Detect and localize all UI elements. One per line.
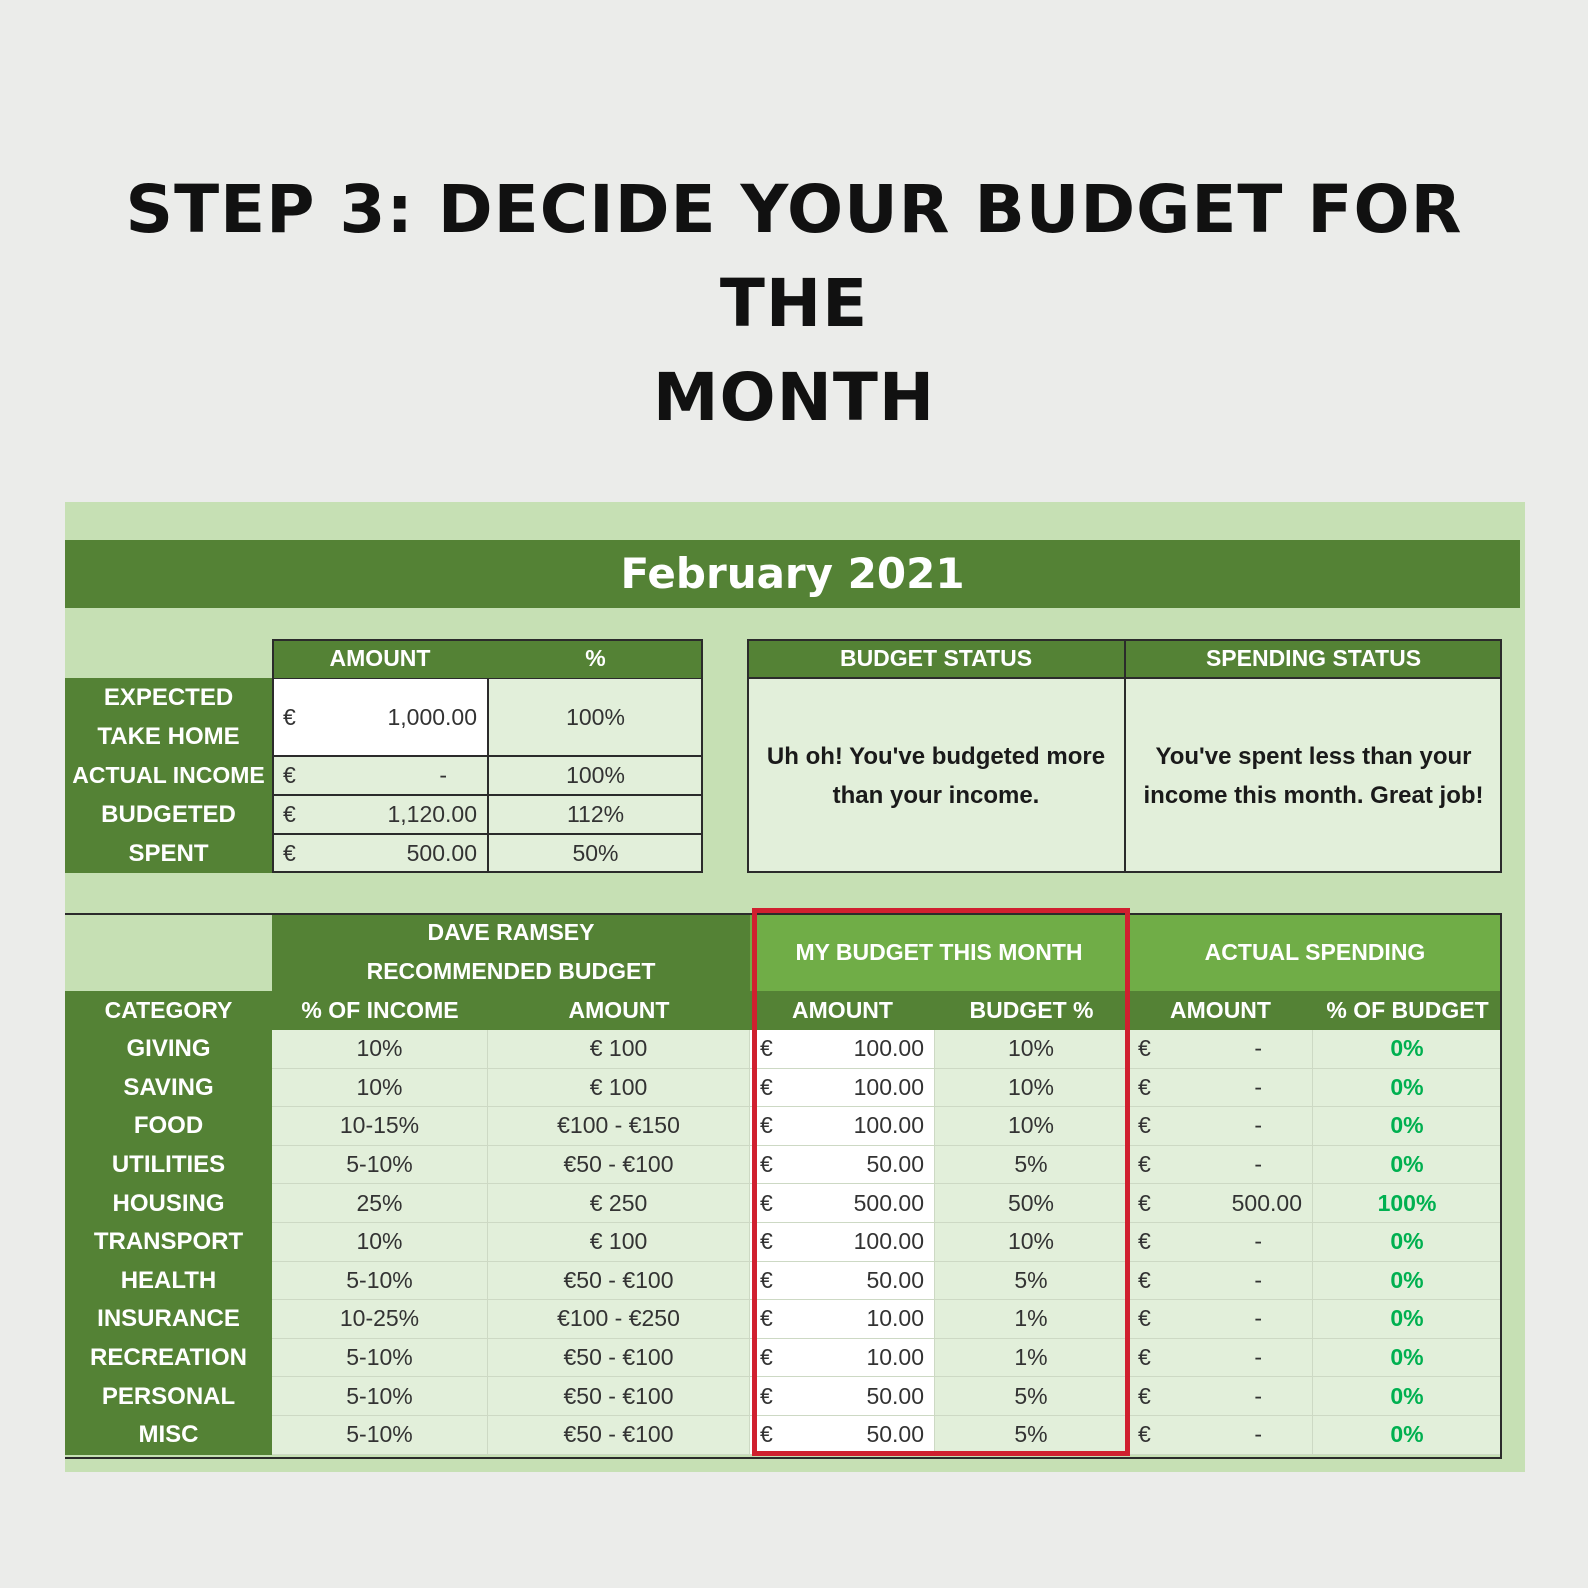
row-rec-amount: €50 - €100 (488, 1146, 750, 1185)
currency-symbol: € (760, 1344, 773, 1371)
row-pct-income: 5-10% (272, 1377, 488, 1416)
currency-symbol: € (760, 1112, 773, 1139)
column-header-pct-income: % OF INCOME (272, 991, 488, 1030)
row-actual-amount (1128, 1107, 1313, 1146)
row-category: GIVING (65, 1030, 272, 1069)
row-actual-amount (1128, 1262, 1313, 1301)
currency-symbol: € (1138, 1305, 1151, 1332)
row-actual-amount (1128, 1069, 1313, 1108)
column-header-my-amount: AMOUNT (750, 991, 935, 1030)
summary-spent-pct: 50% (488, 834, 703, 873)
row-pct-income: 25% (272, 1184, 488, 1223)
row-pct-income: 10% (272, 1069, 488, 1108)
row-budget-pct: 10% (935, 1030, 1128, 1069)
summary-label-expected-line-1: EXPECTED (103, 684, 234, 711)
summary-spent-amount-cell (272, 834, 488, 873)
row-rec-amount: € 100 (488, 1223, 750, 1262)
currency-symbol: € (760, 1035, 773, 1062)
row-budget-pct: 5% (935, 1146, 1128, 1185)
currency-symbol: € (760, 1266, 773, 1293)
row-pct-budget: 0% (1313, 1069, 1502, 1108)
summary-budgeted-amount: 1,120.00 (387, 801, 477, 827)
row-actual-amount (1128, 1223, 1313, 1262)
currency-symbol: € (1138, 1035, 1151, 1062)
currency-symbol: € (283, 801, 296, 827)
row-category: INSURANCE (65, 1300, 272, 1339)
row-my-amount[interactable] (750, 1262, 935, 1301)
currency-symbol: € (283, 703, 296, 730)
summary-actual-amount-cell (272, 756, 488, 795)
summary-label-budgeted: BUDGETED (65, 795, 272, 834)
row-category: SAVING (65, 1069, 272, 1108)
currency-symbol: € (1138, 1073, 1151, 1100)
row-my-amount[interactable] (750, 1146, 935, 1185)
row-pct-budget: 0% (1313, 1107, 1502, 1146)
row-actual-amount-value: 500.00 (1231, 1189, 1302, 1216)
month-title-banner: February 2021 (65, 540, 1520, 608)
row-rec-amount: € 100 (488, 1030, 750, 1069)
row-category: HEALTH (65, 1262, 272, 1301)
row-category: TRANSPORT (65, 1223, 272, 1262)
column-header-rec-amount: AMOUNT (488, 991, 750, 1030)
row-pct-budget: 0% (1313, 1223, 1502, 1262)
row-pct-budget: 0% (1313, 1377, 1502, 1416)
row-pct-income: 5-10% (272, 1262, 488, 1301)
row-my-amount[interactable] (750, 1416, 935, 1455)
page-heading-line-1: STEP 3: DECIDE YOUR BUDGET FOR THE (125, 171, 1463, 342)
row-category: MISC (65, 1416, 272, 1455)
currency-symbol: € (760, 1305, 773, 1332)
row-actual-amount (1128, 1184, 1313, 1223)
row-budget-pct: 10% (935, 1223, 1128, 1262)
row-pct-income: 5-10% (272, 1416, 488, 1455)
row-pct-income: 10% (272, 1223, 488, 1262)
row-rec-amount: €50 - €100 (488, 1339, 750, 1378)
currency-symbol: € (283, 762, 296, 788)
currency-symbol: € (1138, 1228, 1151, 1255)
summary-header-percent: % (488, 639, 703, 678)
row-my-amount[interactable] (750, 1300, 935, 1339)
row-pct-budget: 0% (1313, 1030, 1502, 1069)
row-budget-pct: 5% (935, 1416, 1128, 1455)
row-actual-amount (1128, 1416, 1313, 1455)
currency-symbol: € (760, 1228, 773, 1255)
row-actual-amount-value: - (1254, 1035, 1262, 1062)
summary-label-expected-line-2: TAKE HOME (97, 723, 240, 750)
currency-symbol: € (760, 1382, 773, 1409)
summary-expected-amount: 1,000.00 (387, 703, 477, 730)
row-my-amount[interactable] (750, 1339, 935, 1378)
row-actual-amount (1128, 1300, 1313, 1339)
column-header-budget-pct: BUDGET % (935, 991, 1128, 1030)
budget-status-message: Uh oh! You've budgeted more than your income. (747, 678, 1125, 873)
page-heading (60, 163, 1528, 445)
summary-expected-pct: 100% (488, 678, 703, 756)
row-my-amount-value: 50.00 (866, 1266, 924, 1293)
row-rec-amount: €50 - €100 (488, 1416, 750, 1455)
row-my-amount-value: 10.00 (866, 1344, 924, 1371)
actual-spending-group-header: ACTUAL SPENDING (1128, 913, 1502, 991)
row-pct-budget: 0% (1313, 1146, 1502, 1185)
row-category: HOUSING (65, 1184, 272, 1223)
row-my-amount-value: 10.00 (866, 1305, 924, 1332)
row-my-amount-value: 50.00 (866, 1382, 924, 1409)
row-budget-pct: 10% (935, 1069, 1128, 1108)
currency-symbol: € (760, 1421, 773, 1448)
row-my-amount-value: 50.00 (866, 1151, 924, 1178)
currency-symbol: € (1138, 1344, 1151, 1371)
row-my-amount-value: 100.00 (853, 1228, 924, 1255)
my-budget-group-header: MY BUDGET THIS MONTH (750, 913, 1128, 991)
currency-symbol: € (1138, 1151, 1151, 1178)
spending-status-message: You've spent less than your income this month. Great job! (1125, 678, 1502, 873)
row-my-amount[interactable] (750, 1030, 935, 1069)
row-rec-amount: €50 - €100 (488, 1262, 750, 1301)
row-budget-pct: 1% (935, 1339, 1128, 1378)
column-header-actual-amount: AMOUNT (1128, 991, 1313, 1030)
currency-symbol: € (760, 1073, 773, 1100)
row-pct-income: 5-10% (272, 1339, 488, 1378)
row-actual-amount-value: - (1254, 1266, 1262, 1293)
spending-status-header: SPENDING STATUS (1125, 639, 1502, 678)
row-pct-budget: 0% (1313, 1416, 1502, 1455)
budget-status-header: BUDGET STATUS (747, 639, 1125, 678)
row-rec-amount: €100 - €150 (488, 1107, 750, 1146)
row-budget-pct: 5% (935, 1377, 1128, 1416)
row-category: FOOD (65, 1107, 272, 1146)
row-pct-budget: 0% (1313, 1300, 1502, 1339)
column-header-category: CATEGORY (65, 991, 272, 1030)
summary-label-spent: SPENT (65, 834, 272, 873)
row-actual-amount-value: - (1254, 1151, 1262, 1178)
row-budget-pct: 5% (935, 1262, 1128, 1301)
row-rec-amount: € 250 (488, 1184, 750, 1223)
row-my-amount-value: 100.00 (853, 1073, 924, 1100)
row-my-amount[interactable] (750, 1107, 935, 1146)
row-my-amount[interactable] (750, 1377, 935, 1416)
row-my-amount-value: 500.00 (853, 1189, 924, 1216)
row-pct-budget: 100% (1313, 1184, 1502, 1223)
row-pct-budget: 0% (1313, 1339, 1502, 1378)
summary-header-amount: AMOUNT (272, 639, 488, 678)
currency-symbol: € (1138, 1189, 1151, 1216)
row-actual-amount (1128, 1030, 1313, 1069)
row-category: PERSONAL (65, 1377, 272, 1416)
row-actual-amount-value: - (1254, 1228, 1262, 1255)
summary-expected-amount-cell[interactable] (272, 678, 488, 756)
summary-label-actual-income: ACTUAL INCOME (65, 756, 272, 795)
row-budget-pct: 1% (935, 1300, 1128, 1339)
row-pct-income: 5-10% (272, 1146, 488, 1185)
currency-symbol: € (283, 840, 296, 866)
row-actual-amount (1128, 1339, 1313, 1378)
row-pct-budget: 0% (1313, 1262, 1502, 1301)
summary-label-expected (65, 678, 272, 756)
currency-symbol: € (1138, 1112, 1151, 1139)
row-my-amount[interactable] (750, 1069, 935, 1108)
page-heading-line-2: MONTH (652, 359, 936, 436)
row-actual-amount (1128, 1146, 1313, 1185)
currency-symbol: € (760, 1189, 773, 1216)
row-budget-pct: 10% (935, 1107, 1128, 1146)
row-pct-income: 10% (272, 1030, 488, 1069)
row-my-amount-value: 100.00 (853, 1035, 924, 1062)
summary-budgeted-pct: 112% (488, 795, 703, 834)
column-header-pct-budget: % OF BUDGET (1313, 991, 1502, 1030)
row-my-amount-value: 100.00 (853, 1112, 924, 1139)
row-actual-amount (1128, 1377, 1313, 1416)
row-my-amount-value: 50.00 (866, 1421, 924, 1448)
row-actual-amount-value: - (1254, 1382, 1262, 1409)
ramsey-group-header: DAVE RAMSEY RECOMMENDED BUDGET (272, 913, 750, 991)
row-category: UTILITIES (65, 1146, 272, 1185)
row-actual-amount-value: - (1254, 1344, 1262, 1371)
row-my-amount[interactable] (750, 1223, 935, 1262)
budget-spreadsheet (65, 502, 1525, 1472)
row-actual-amount-value: - (1254, 1305, 1262, 1332)
summary-spent-amount: 500.00 (406, 840, 477, 866)
currency-symbol: € (1138, 1421, 1151, 1448)
currency-symbol: € (1138, 1382, 1151, 1409)
row-my-amount[interactable] (750, 1184, 935, 1223)
row-rec-amount: €100 - €250 (488, 1300, 750, 1339)
summary-budgeted-amount-cell (272, 795, 488, 834)
row-actual-amount-value: - (1254, 1112, 1262, 1139)
row-rec-amount: €50 - €100 (488, 1377, 750, 1416)
row-actual-amount-value: - (1254, 1421, 1262, 1448)
summary-actual-pct: 100% (488, 756, 703, 795)
row-rec-amount: € 100 (488, 1069, 750, 1108)
row-budget-pct: 50% (935, 1184, 1128, 1223)
row-pct-income: 10-15% (272, 1107, 488, 1146)
currency-symbol: € (760, 1151, 773, 1178)
row-actual-amount-value: - (1254, 1073, 1262, 1100)
row-category: RECREATION (65, 1339, 272, 1378)
row-pct-income: 10-25% (272, 1300, 488, 1339)
summary-actual-amount: - (439, 762, 447, 788)
currency-symbol: € (1138, 1266, 1151, 1293)
